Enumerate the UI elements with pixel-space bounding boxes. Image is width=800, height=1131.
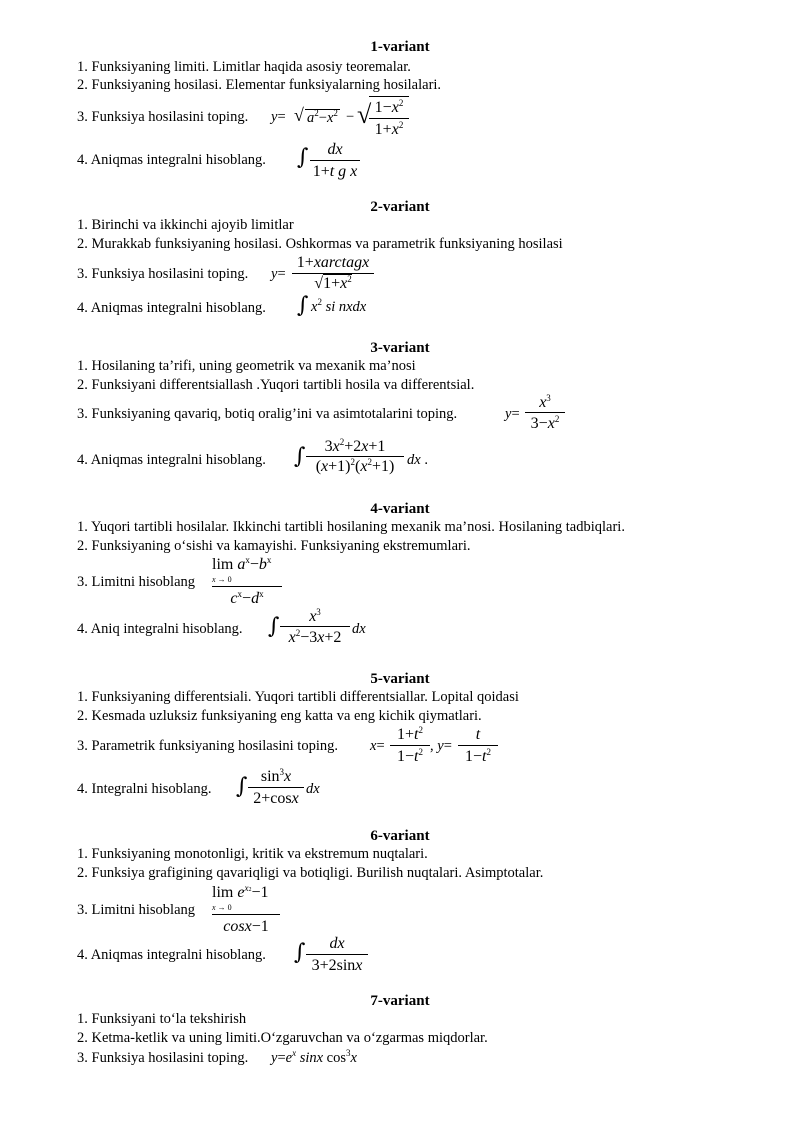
variant-2-title: 2-variant bbox=[370, 199, 430, 215]
v1-item-4: 4. Aniqmas integralni hisoblang. bbox=[77, 152, 266, 168]
variant-6-title: 6-variant bbox=[370, 828, 430, 844]
v6-item-3: 3. Limitni hisoblang bbox=[77, 902, 196, 918]
v7-item-2: 2. Ketma-ketlik va uning limiti.O‘zgaruvchan va o‘zgarmas miqdorlar. bbox=[77, 1030, 488, 1046]
document-page: 1-variant 1. Funksiyaning limiti. Limitlar haqida asosiy teoremalar. 2. Funksiyaning hosilasi. Elementar funksiyalarning hosilalari. 3. Funksiya hosilasini toping. y= √ $a^2-x^2$ − √ $1-x^2$ $1+x^2$ 4. Aniqmas integralni hisoblang. ∫ dx 1+t g x 2-variant 1. Birinchi va ikkinchi ajoyib limitlar 2. Murakkab funksiyaning hosilasi. Oshkormas va parametrik funksiyaning hosilasi 3. Funksiya hosilasini toping. y= 1+xarctagx $√1+x^2$ 4. Aniqmas integralni hisoblang. ∫ $x^2$ si nxdx 3-variant 1. Hosilaning ta’rifi, uning geometrik va mexanik ma’nosi 2. Funksiyani differentsiallash .Yuqori tartibli hosila va differentsial. 3. Funksiyaning qavariq, botiq oralig’ini va asimtotalarini toping. y= $x^3$ $3-x^2$ 4. Aniqmas integralni hisoblang. ∫ $3x^2+2x+1$ $(x+1)^2(x^2+1)$ dx . 4-variant 1. Yuqori tartibli hosilalar. Ikkinchi tartibli hosilaning mexanik ma’nosi. Hosilaning tadbiqlari. 2. Funksiyaning o‘sishi va kamayishi. Funksiyaning ekstremumlari. 3. Limitni hisoblang $\lim a^x-b^x$ x → 0 $c^x-d^x$ 4. Aniq integralni hisoblang. ∫ $x^3$ $x^2-3x+2$ dx 5-variant 1. Funksiyaning differentsiali. Yuqori tartibli differentsiallar. Lopital qoidasi 2. Kesmada uzluksiz funksiyaning eng katta va eng kichik qiymatlari. 3. Parametrik funksiyaning hosilasini toping. x= $1+t^2$ $1-t^2$ , y= t $1-t^2$ 4. Integralni hisoblang. ∫ $\sin^3x$ 2+cosx dx 6-variant 1. Funksiyaning monotonligi, kritik va ekstremum nuqtalari. 2. Funksiya grafigining qavariqligi va botiqligi. Burilish nuqtalari. Asimptotalar. 3. Limitni hisoblang $\lim e^{x2}-1$ x → 0 cosx−1 4. Aniqmas integralni hisoblang. ∫ dx 3+2sinx 7-variant 1. Funksiyani to‘la tekshirish 2. Ketma-ketlik va uning limiti.O‘zgaruvchan va o‘zgarmas miqdorlar. 3. Funksiya hosilasini toping. $y=e^x$ sinx $\cos^3x$ bbox=[0, 0, 800, 1131]
v1-item-1: 1. Funksiyaning limiti. Limitlar haqida asosiy teoremalar. bbox=[77, 59, 411, 75]
v3-item-4: 4. Aniqmas integralni hisoblang. bbox=[77, 452, 266, 468]
v5-item-3: 3. Parametrik funksiyaning hosilasini toping. bbox=[77, 738, 338, 754]
v4-item-1: 1. Yuqori tartibli hosilalar. Ikkinchi tartibli hosilaning mexanik ma’nosi. Hosilaning tadbiqlari. bbox=[77, 519, 625, 535]
variant-3-title: 3-variant bbox=[370, 340, 430, 356]
variant-5-title: 5-variant bbox=[370, 671, 430, 687]
v5-item-2: 2. Kesmada uzluksiz funksiyaning eng katta va eng kichik qiymatlari. bbox=[77, 708, 482, 724]
v5-item-4: 4. Integralni hisoblang. bbox=[77, 781, 212, 797]
v2-item-3: 3. Funksiya hosilasini toping. bbox=[77, 266, 249, 282]
v3-item-2: 2. Funksiyani differentsiallash .Yuqori tartibli hosila va differentsial. bbox=[77, 377, 475, 393]
v2-item-4: 4. Aniqmas integralni hisoblang. bbox=[77, 300, 266, 316]
variant-1-title: 1-variant bbox=[370, 39, 430, 55]
v6-item-2: 2. Funksiya grafigining qavariqligi va botiqligi. Burilish nuqtalari. Asimptotalar. bbox=[77, 865, 544, 881]
v3-item-3: 3. Funksiyaning qavariq, botiq oralig’ini va asimtotalarini toping. bbox=[77, 406, 458, 422]
v1-item-2: 2. Funksiyaning hosilasi. Elementar funksiyalarning hosilalari. bbox=[77, 77, 442, 93]
v6-item-4: 4. Aniqmas integralni hisoblang. bbox=[77, 947, 266, 963]
v6-item-1: 1. Funksiyaning monotonligi, kritik va ekstremum nuqtalari. bbox=[77, 846, 428, 862]
v4-item-2: 2. Funksiyaning o‘sishi va kamayishi. Funksiyaning ekstremumlari. bbox=[77, 538, 471, 554]
v7-item-3: 3. Funksiya hosilasini toping. bbox=[77, 1050, 249, 1066]
v3-item-1: 1. Hosilaning ta’rifi, uning geometrik va mexanik ma’nosi bbox=[77, 358, 416, 374]
variant-7-title: 7-variant bbox=[370, 993, 430, 1009]
v7-item-1: 1. Funksiyani to‘la tekshirish bbox=[77, 1011, 247, 1027]
v5-item-1: 1. Funksiyaning differentsiali. Yuqori tartibli differentsiallar. Lopital qoidasi bbox=[77, 689, 519, 705]
v2-item-1: 1. Birinchi va ikkinchi ajoyib limitlar bbox=[77, 217, 294, 233]
v4-item-4: 4. Aniq integralni hisoblang. bbox=[77, 621, 243, 637]
variant-4-title: 4-variant bbox=[370, 501, 430, 517]
v4-item-3: 3. Limitni hisoblang bbox=[77, 574, 196, 590]
v2-item-2: 2. Murakkab funksiyaning hosilasi. Oshkormas va parametrik funksiyaning hosilasi bbox=[77, 236, 563, 252]
v1-item-3: 3. Funksiya hosilasini toping. bbox=[77, 109, 249, 125]
